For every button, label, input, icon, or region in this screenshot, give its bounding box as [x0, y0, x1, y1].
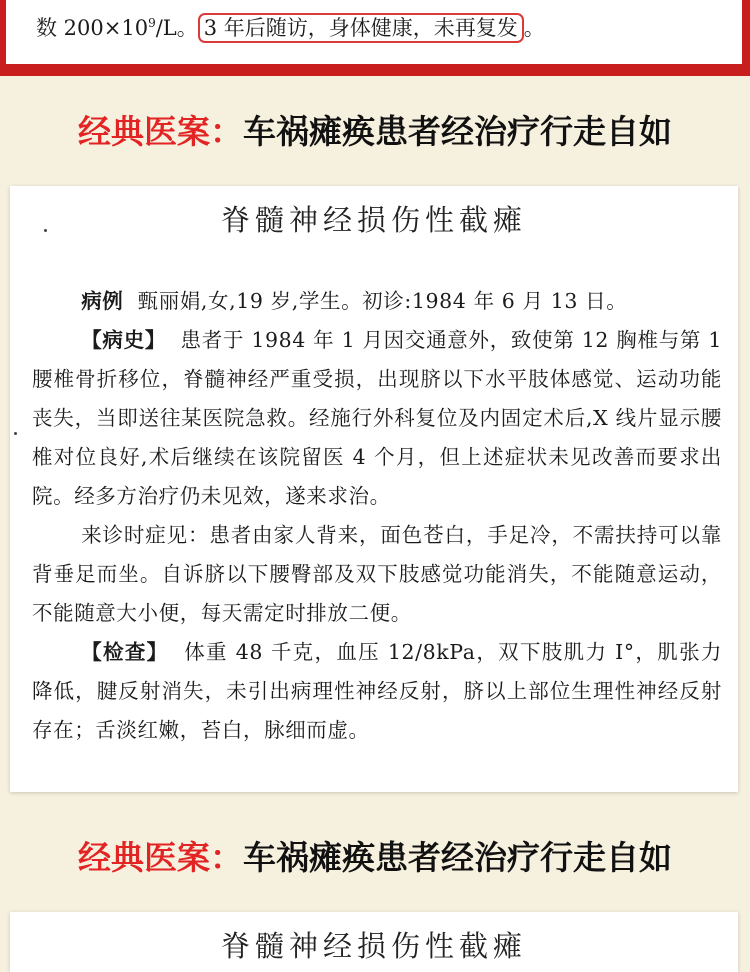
- banner-label: 经典医案：: [78, 838, 243, 877]
- case-title-2: 脊髓神经损伤性截瘫: [220, 929, 527, 963]
- exam-text: 体重 48 千克，血压 12/8kPa，双下肢肌力 I°，肌张力降低，腱反射消失，未引出病理性神经反射，脐以上部位生理性神经反射存在；舌淡红嫩，苔白，脉细而虚。: [32, 640, 723, 742]
- banner-title: 车祸瘫痪患者经治疗行走自如: [243, 112, 672, 151]
- case-banner-1: [0, 110, 750, 154]
- previous-case-inner: [6, 0, 742, 64]
- history-text: 患者于 1984 年 1 月因交通意外，致使第 12 胸椎与第 1 腰椎骨折移位，脊髓神经严重受损，出现脐以下水平肢体感觉、运动功能丧失，当即送往某医院急救。经施行外科复位及内固定术后,X 线片显示腰椎对位良好,术后继续在该院留医 4 个月，但上述症状未见改善而要求出院。经多方治疗仍未见效，遂来求治。: [32, 328, 722, 508]
- scan-speck: [44, 229, 47, 232]
- case-title: 脊髓神经损伤性截瘫: [220, 203, 527, 237]
- case-card-2: [10, 912, 738, 972]
- previous-case-box: [0, 0, 750, 76]
- exam-label: 【检查】: [81, 640, 169, 664]
- exam-paragraph: [32, 633, 722, 750]
- history-paragraph: [32, 321, 722, 516]
- symptom-paragraph: [32, 516, 722, 633]
- lab-value-suffix: /L。: [155, 16, 198, 40]
- case-banner-2: [0, 836, 750, 880]
- follow-up-highlight: 3 年后随访，身体健康，未再复发: [198, 13, 524, 43]
- scan-speck: [14, 432, 17, 435]
- banner-label: 经典医案：: [78, 112, 243, 151]
- case-card: [10, 186, 738, 792]
- history-label: 【病史】: [81, 328, 167, 352]
- case-label: 病例: [81, 289, 124, 313]
- case-info: 甄丽娟,女,19 岁,学生。初诊:1984 年 6 月 13 日。: [137, 289, 628, 313]
- banner-title: 车祸瘫痪患者经治疗行走自如: [243, 838, 672, 877]
- follow-up-end: 。: [523, 16, 545, 40]
- case-body: [32, 282, 722, 750]
- lab-value-exponent: 9: [148, 16, 156, 30]
- lab-value-prefix: 数 200×10: [36, 16, 149, 40]
- symptom-text: 来诊时症见：患者由家人背来，面色苍白，手足冷，不需扶持可以靠背垂足而坐。自诉脐以下腰臀部及双下肢感觉功能消失，不能随意运动，不能随意大小便，每天需定时排放二便。: [32, 523, 722, 625]
- previous-case-text: [36, 8, 545, 43]
- case-paragraph: [32, 282, 722, 321]
